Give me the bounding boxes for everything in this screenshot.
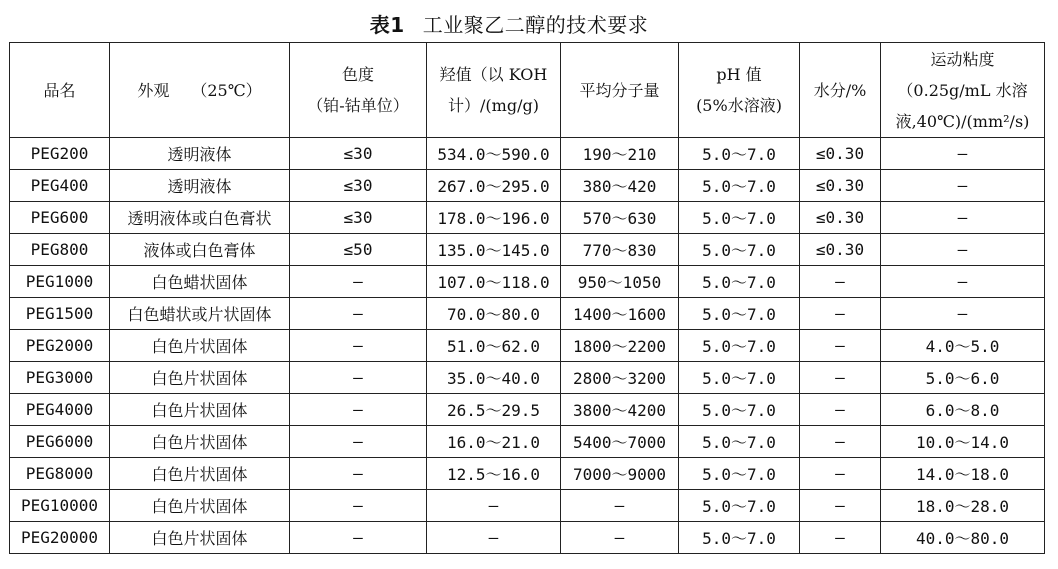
cell-product-name: PEG400 [10, 170, 110, 202]
cell-ph: 5.0～7.0 [679, 362, 800, 394]
table-row [10, 426, 1045, 458]
cell-molecular-weight: — [561, 490, 679, 522]
cell-hydroxyl-value: 35.0～40.0 [427, 362, 561, 394]
cell-appearance: 白色片状固体 [110, 490, 290, 522]
cell-appearance: 白色片状固体 [110, 330, 290, 362]
cell-viscosity: 14.0～18.0 [881, 458, 1045, 490]
header-viscosity-line2: （0.25g/mL 水溶 [897, 80, 1028, 100]
cell-product-name: PEG6000 [10, 426, 110, 458]
cell-ph: 5.0～7.0 [679, 490, 800, 522]
header-viscosity [881, 43, 1045, 138]
cell-color: — [290, 330, 427, 362]
table-header [10, 43, 1045, 138]
cell-color: — [290, 266, 427, 298]
cell-appearance: 透明液体或白色膏状 [110, 202, 290, 234]
cell-color: — [290, 394, 427, 426]
header-appearance [110, 43, 290, 138]
cell-molecular-weight: 190～210 [561, 138, 679, 170]
cell-color: — [290, 458, 427, 490]
cell-product-name: PEG800 [10, 234, 110, 266]
header-molecular-weight [561, 43, 679, 138]
header-hydroxyl-value [427, 43, 561, 138]
table-row [10, 170, 1045, 202]
header-moisture-text: 水分/% [813, 80, 867, 100]
table-row [10, 490, 1045, 522]
cell-molecular-weight: 770～830 [561, 234, 679, 266]
header-appearance-text: 外观 [137, 80, 170, 100]
cell-ph: 5.0～7.0 [679, 138, 800, 170]
cell-product-name: PEG2000 [10, 330, 110, 362]
header-molecular-weight-text: 平均分子量 [579, 80, 660, 100]
cell-product-name: PEG10000 [10, 490, 110, 522]
cell-ph: 5.0～7.0 [679, 458, 800, 490]
cell-viscosity: — [881, 202, 1045, 234]
cell-hydroxyl-value: 12.5～16.0 [427, 458, 561, 490]
cell-appearance: 白色片状固体 [110, 426, 290, 458]
header-color [290, 43, 427, 138]
table-row [10, 266, 1045, 298]
cell-appearance: 液体或白色膏体 [110, 234, 290, 266]
table-title: 工业聚乙二醇的技术要求 [422, 13, 649, 37]
cell-molecular-weight: 950～1050 [561, 266, 679, 298]
cell-color: — [290, 426, 427, 458]
cell-viscosity: — [881, 170, 1045, 202]
cell-hydroxyl-value: 51.0～62.0 [427, 330, 561, 362]
table-row [10, 234, 1045, 266]
cell-viscosity: — [881, 266, 1045, 298]
cell-moisture: ≤0.30 [800, 234, 881, 266]
cell-appearance: 白色片状固体 [110, 362, 290, 394]
cell-product-name: PEG3000 [10, 362, 110, 394]
cell-viscosity: 4.0～5.0 [881, 330, 1045, 362]
cell-molecular-weight: 3800～4200 [561, 394, 679, 426]
cell-product-name: PEG1500 [10, 298, 110, 330]
cell-hydroxyl-value: — [427, 490, 561, 522]
cell-product-name: PEG20000 [10, 522, 110, 554]
cell-ph: 5.0～7.0 [679, 266, 800, 298]
cell-appearance: 白色蜡状固体 [110, 266, 290, 298]
cell-hydroxyl-value: 178.0～196.0 [427, 202, 561, 234]
cell-moisture: — [800, 522, 881, 554]
cell-ph: 5.0～7.0 [679, 330, 800, 362]
table-row [10, 202, 1045, 234]
header-ph-solution: (5%水溶液) [696, 96, 782, 115]
table-row [10, 522, 1045, 554]
spec-table [9, 42, 1045, 554]
header-product-name [10, 43, 110, 138]
header-hydroxyl-line1: 羟值（以 KOH [439, 65, 548, 84]
cell-appearance: 透明液体 [110, 138, 290, 170]
header-appearance-temp: （25℃） [191, 80, 262, 100]
cell-ph: 5.0～7.0 [679, 426, 800, 458]
cell-hydroxyl-value: — [427, 522, 561, 554]
cell-moisture: — [800, 362, 881, 394]
cell-appearance: 白色片状固体 [110, 394, 290, 426]
cell-appearance: 白色片状固体 [110, 458, 290, 490]
cell-appearance: 透明液体 [110, 170, 290, 202]
cell-product-name: PEG8000 [10, 458, 110, 490]
cell-molecular-weight: 2800～3200 [561, 362, 679, 394]
cell-ph: 5.0～7.0 [679, 394, 800, 426]
table-row [10, 138, 1045, 170]
cell-hydroxyl-value: 107.0～118.0 [427, 266, 561, 298]
cell-moisture: — [800, 426, 881, 458]
cell-moisture: — [800, 330, 881, 362]
cell-viscosity: 10.0～14.0 [881, 426, 1045, 458]
cell-moisture: ≤0.30 [800, 170, 881, 202]
cell-moisture: — [800, 458, 881, 490]
cell-appearance: 白色蜡状或片状固体 [110, 298, 290, 330]
header-moisture [800, 43, 881, 138]
header-hydroxyl-line2: 计）/(mg/g) [448, 96, 539, 115]
cell-viscosity: — [881, 298, 1045, 330]
cell-product-name: PEG200 [10, 138, 110, 170]
cell-ph: 5.0～7.0 [679, 234, 800, 266]
cell-color: — [290, 298, 427, 330]
cell-moisture: ≤0.30 [800, 202, 881, 234]
table-row [10, 394, 1045, 426]
cell-color: ≤30 [290, 202, 427, 234]
cell-viscosity: 18.0～28.0 [881, 490, 1045, 522]
cell-molecular-weight: 570～630 [561, 202, 679, 234]
table-body [10, 138, 1045, 554]
cell-hydroxyl-value: 70.0～80.0 [427, 298, 561, 330]
cell-viscosity: 5.0～6.0 [881, 362, 1045, 394]
table-row [10, 298, 1045, 330]
cell-molecular-weight: 1800～2200 [561, 330, 679, 362]
cell-molecular-weight: 1400～1600 [561, 298, 679, 330]
cell-product-name: PEG1000 [10, 266, 110, 298]
cell-color: — [290, 522, 427, 554]
cell-hydroxyl-value: 16.0～21.0 [427, 426, 561, 458]
table-row [10, 362, 1045, 394]
cell-moisture: — [800, 490, 881, 522]
cell-molecular-weight: 7000～9000 [561, 458, 679, 490]
header-ph [679, 43, 800, 138]
cell-color: ≤30 [290, 170, 427, 202]
cell-color: ≤30 [290, 138, 427, 170]
cell-color: — [290, 362, 427, 394]
cell-moisture: ≤0.30 [800, 138, 881, 170]
header-row [10, 43, 1045, 138]
header-color-text: 色度 [341, 65, 374, 84]
table-row [10, 330, 1045, 362]
cell-ph: 5.0～7.0 [679, 202, 800, 234]
header-ph-text: pH 值 [716, 65, 762, 84]
cell-ph: 5.0～7.0 [679, 298, 800, 330]
cell-viscosity: 6.0～8.0 [881, 394, 1045, 426]
cell-moisture: — [800, 298, 881, 330]
cell-moisture: — [800, 266, 881, 298]
table-row [10, 458, 1045, 490]
cell-appearance: 白色片状固体 [110, 522, 290, 554]
cell-hydroxyl-value: 267.0～295.0 [427, 170, 561, 202]
cell-color: — [290, 490, 427, 522]
header-viscosity-line1: 运动粘度 [930, 49, 995, 69]
cell-hydroxyl-value: 26.5～29.5 [427, 394, 561, 426]
cell-viscosity: — [881, 234, 1045, 266]
cell-hydroxyl-value: 135.0～145.0 [427, 234, 561, 266]
cell-ph: 5.0～7.0 [679, 522, 800, 554]
cell-viscosity: — [881, 138, 1045, 170]
cell-molecular-weight: 380～420 [561, 170, 679, 202]
cell-hydroxyl-value: 534.0～590.0 [427, 138, 561, 170]
cell-ph: 5.0～7.0 [679, 170, 800, 202]
cell-molecular-weight: — [561, 522, 679, 554]
cell-product-name: PEG600 [10, 202, 110, 234]
cell-molecular-weight: 5400～7000 [561, 426, 679, 458]
header-product-name-text: 品名 [43, 80, 76, 100]
header-viscosity-line3: 液,40℃)/(mm²/s) [895, 111, 1030, 131]
cell-moisture: — [800, 394, 881, 426]
cell-viscosity: 40.0～80.0 [881, 522, 1045, 554]
header-color-unit: （铂-钴单位） [307, 96, 409, 115]
cell-color: ≤50 [290, 234, 427, 266]
table-caption [0, 10, 1058, 40]
cell-product-name: PEG4000 [10, 394, 110, 426]
table-number: 表1 [369, 13, 405, 37]
